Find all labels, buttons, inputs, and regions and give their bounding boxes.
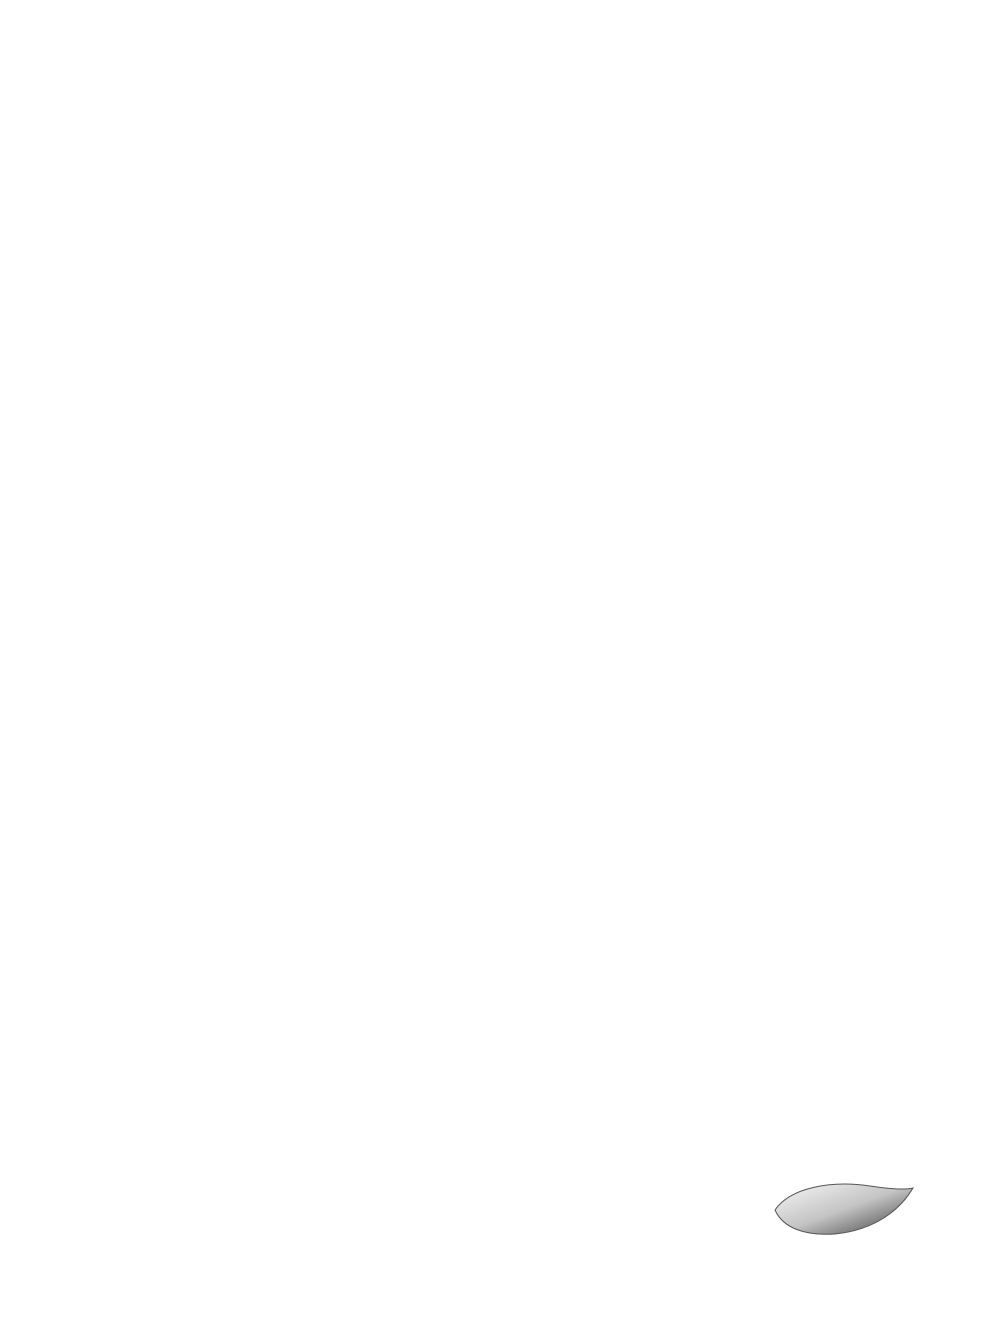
top-leaf-ornament bbox=[0, 66, 1000, 126]
top-leaf-ornament-graphic bbox=[0, 66, 1000, 126]
page-number-leaf-icon bbox=[775, 1184, 913, 1234]
bottom-leaf-ornament bbox=[0, 1170, 1000, 1230]
bottom-leaf-ornament-graphic bbox=[0, 1170, 1000, 1250]
